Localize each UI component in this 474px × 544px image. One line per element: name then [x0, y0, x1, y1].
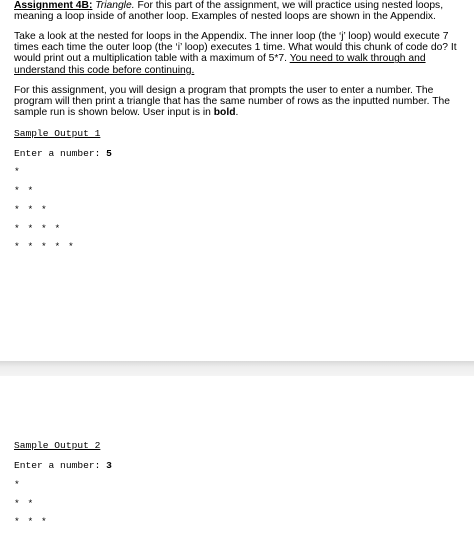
sample-1-row: * * * * * — [14, 241, 75, 252]
sample-1-prompt-line — [14, 148, 112, 159]
nested-loops-paragraph — [14, 31, 462, 76]
sample-output-1-label: Sample Output 1 — [14, 128, 101, 139]
page-break — [0, 361, 474, 376]
walkthrough-note: You need to walk through and understand this code before continuing. — [14, 53, 426, 76]
nested-loops-text: Take a look at the nested for loops in the Appendix. The inner loop (the ‘j’ loop) would execute 7 times each time the outer loop (the ‘i’ loop) executes 1 time. What would this chunk of code do? It would print out a multiplication table with a maximum of 5*7. — [14, 31, 457, 65]
sample-1-input: 5 — [106, 148, 112, 159]
sample-2-input: 3 — [106, 460, 112, 471]
document-page-2 — [0, 376, 474, 544]
intro-paragraph — [14, 0, 462, 22]
sample-2-prompt: Enter a number: — [14, 460, 107, 471]
sample-output-2-label: Sample Output 2 — [14, 440, 101, 451]
sample-1-row: * * — [14, 185, 35, 196]
bold-word: bold — [213, 107, 236, 119]
sample-1-prompt: Enter a number: — [14, 148, 107, 159]
sample-1-row: * * * — [14, 204, 48, 215]
sentence-end: . — [235, 107, 239, 119]
sample-1-row: * * * * — [14, 223, 62, 234]
sample-2-row: * * * — [14, 516, 48, 527]
intro-text: For this part of the assignment, we will practice using nested loops, meaning a loop inside of another loop. Examples of nested loops are shown in the Appendix. — [14, 0, 444, 23]
assignment-text: For this assignment, you will design a program that prompts the user to enter a number. The program will then print a triangle that has the same number of rows as the inputted number. The sample run is shown below. User input is in — [14, 85, 450, 119]
sample-2-row: * * — [14, 498, 35, 509]
sample-2-prompt-line — [14, 460, 112, 471]
sample-2-row: * — [14, 479, 21, 490]
assignment-description — [14, 85, 462, 119]
assignment-subheading: Triangle. — [95, 0, 135, 11]
assignment-heading: Assignment 4B: — [14, 0, 93, 11]
sample-1-row: * — [14, 166, 21, 177]
